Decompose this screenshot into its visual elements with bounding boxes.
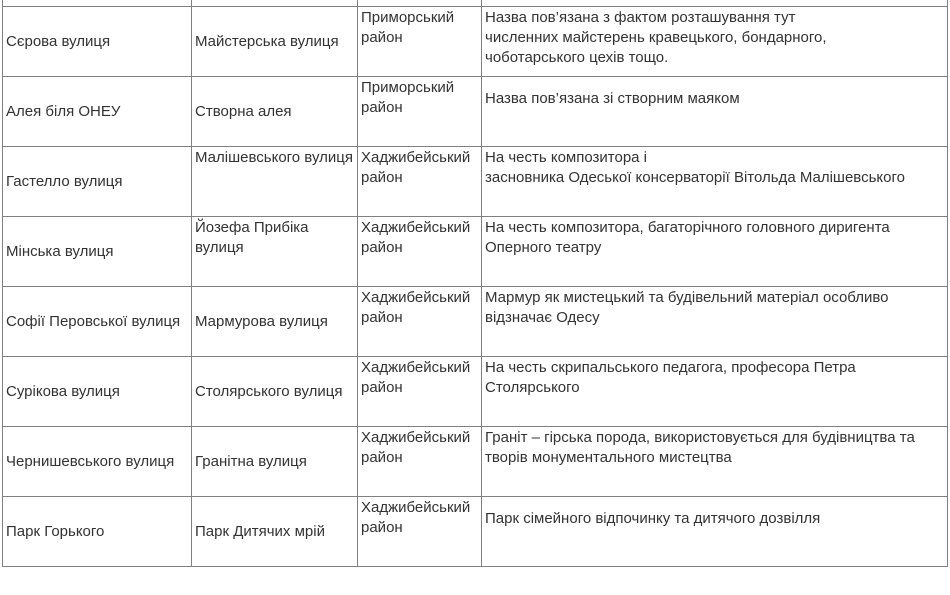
new-name-cell: Йозефа Прибіка вулиця [192, 217, 358, 287]
reason-cell: Граніт – гірська порода, використовується для будівництва та творів монументального мистецтва [482, 427, 948, 497]
district-cell: Приморський район [358, 7, 482, 77]
table-row [3, 77, 948, 147]
reason-cell: На честь композитора, багаторічного головного диригента Оперного театру [482, 217, 948, 287]
table-row [3, 497, 948, 567]
new-name-cell: Столярського вулиця [192, 357, 358, 427]
table-row [3, 7, 948, 77]
new-name-cell: Гранітна вулиця [192, 427, 358, 497]
old-name-cell: Алея біля ОНЕУ [3, 77, 192, 147]
reason-cell: На честь скрипальського педагога, професора Петра Столярського [482, 357, 948, 427]
old-name-cell: Мінська вулиця [3, 217, 192, 287]
new-name-cell: Майстерська вулиця [192, 7, 358, 77]
reason-cell: Парк сімейного відпочинку та дитячого дозвілля [482, 497, 948, 567]
old-name-cell: Гастелло вулиця [3, 147, 192, 217]
reason-cell: На честь композитора і засновника Одеської консерваторії Вітольда Малішевського [482, 147, 948, 217]
renaming-table [2, 0, 948, 567]
new-name-cell: Мармурова вулиця [192, 287, 358, 357]
district-cell: Хаджибейський район [358, 497, 482, 567]
table-row [3, 217, 948, 287]
table-row [3, 357, 948, 427]
table-row [3, 427, 948, 497]
old-name-cell: Сурікова вулиця [3, 357, 192, 427]
district-cell: Хаджибейський район [358, 357, 482, 427]
reason-cell: Назва пов’язана з фактом розташування тут численних майстерень кравецького, бондарного, чоботарського цехів тощо. [482, 7, 948, 77]
new-name-cell: Малішевського вулиця [192, 147, 358, 217]
table-row [3, 287, 948, 357]
table-row [3, 147, 948, 217]
old-name-cell: Чернишевського вулиця [3, 427, 192, 497]
new-name-cell: Створна алея [192, 77, 358, 147]
reason-cell: Мармур як мистецький та будівельний матеріал особливо відзначає Одесу [482, 287, 948, 357]
new-name-cell: Парк Дитячих мрій [192, 497, 358, 567]
district-cell: Хаджибейський район [358, 287, 482, 357]
old-name-cell: Софії Перовської вулиця [3, 287, 192, 357]
old-name-cell: Сєрова вулиця [3, 7, 192, 77]
reason-cell: Назва пов’язана зі створним маяком [482, 77, 948, 147]
district-cell: Хаджибейський район [358, 147, 482, 217]
district-cell: Хаджибейський район [358, 217, 482, 287]
old-name-cell: Парк Горького [3, 497, 192, 567]
district-cell: Приморський район [358, 77, 482, 147]
district-cell: Хаджибейський район [358, 427, 482, 497]
